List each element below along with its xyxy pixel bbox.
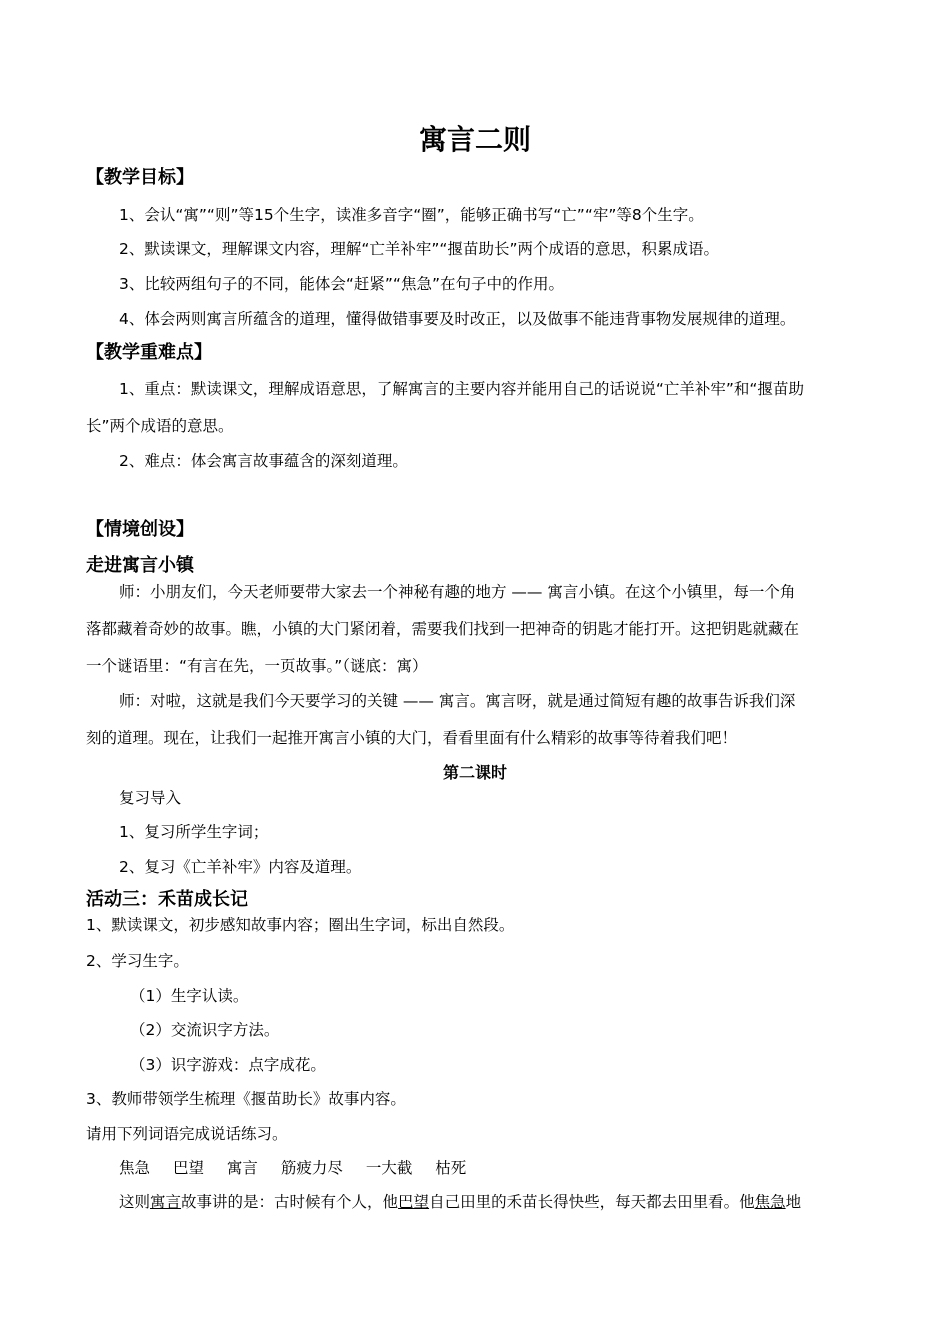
word-item: 一大截 bbox=[365, 1159, 413, 1177]
activity-sub-1: （1）生字认读。 bbox=[130, 987, 249, 1005]
story-underlined-word: 寓言 bbox=[150, 1193, 182, 1211]
activity-sub-3: （3）识字游戏：点字成花。 bbox=[130, 1056, 326, 1074]
goal-item-4: 4、体会两则寓言所蕴含的道理，懂得做错事要及时改正，以及做事不能违背事物发展规律的道理。 bbox=[119, 310, 796, 328]
review-item-2: 2、复习《亡羊补牢》内容及道理。 bbox=[119, 858, 362, 876]
goal-item-1: 1、会认“寓”“则”等15个生字，读准多音字“圈”，能够正确书写“亡”“牢”等8个生字。 bbox=[119, 206, 704, 224]
activity-step-1: 1、默读课文，初步感知故事内容；圈出生字词，标出自然段。 bbox=[86, 916, 515, 934]
scenario-heading: 【情境创设】 bbox=[86, 519, 194, 540]
scenario-subheading: 走进寓言小镇 bbox=[86, 555, 194, 576]
story-text: 这则 bbox=[119, 1193, 151, 1211]
key-points-heading: 【教学重难点】 bbox=[86, 342, 212, 363]
review-item-1: 1、复习所学生字词； bbox=[119, 823, 269, 841]
key-point-1-line1: 1、重点：默读课文，理解成语意思，了解寓言的主要内容并能用自己的话说说“亡羊补牢”和“揠苗助 bbox=[119, 380, 804, 398]
word-item: 焦急 bbox=[119, 1159, 151, 1177]
teaching-goals-heading: 【教学目标】 bbox=[86, 167, 194, 188]
story-line bbox=[119, 1191, 801, 1213]
activity-step-3: 3、教师带领学生梳理《揠苗助长》故事内容。 bbox=[86, 1090, 406, 1108]
word-item: 巴望 bbox=[172, 1159, 204, 1177]
scenario-para2-line1: 师：对啦，这就是我们今天要学习的关键 —— 寓言。寓言呀，就是通过简短有趣的故事告诉我们深 bbox=[119, 692, 796, 710]
activity-heading: 活动三：禾苗成长记 bbox=[86, 889, 248, 910]
activity-step-2: 2、学习生字。 bbox=[86, 952, 189, 970]
key-point-2: 2、难点：体会寓言故事蕴含的深刻道理。 bbox=[119, 452, 408, 470]
word-item: 筋疲力尽 bbox=[280, 1159, 343, 1177]
key-point-1-line2: 长”两个成语的意思。 bbox=[86, 417, 234, 435]
goal-item-2: 2、默读课文，理解课文内容，理解“亡羊补牢”“揠苗助长”两个成语的意思，积累成语。 bbox=[119, 240, 719, 258]
scenario-para1-line1: 师：小朋友们，今天老师要带大家去一个神秘有趣的地方 —— 寓言小镇。在这个小镇里，每一个角 bbox=[119, 583, 796, 601]
word-list bbox=[119, 1157, 484, 1179]
page-title: 寓言二则 bbox=[418, 123, 531, 156]
story-underlined-word: 焦急 bbox=[754, 1193, 786, 1211]
scenario-para1-line3: 一个谜语里：“有言在先，一页故事。”（谜底：寓） bbox=[86, 657, 428, 675]
goal-item-3: 3、比较两组句子的不同，能体会“赶紧”“焦急”在句子中的作用。 bbox=[119, 275, 564, 293]
story-text: 自己田里的禾苗长得快些，每天都去田里看。他 bbox=[429, 1193, 755, 1211]
word-item: 枯死 bbox=[435, 1159, 467, 1177]
story-text: 故事讲的是：古时候有个人，他 bbox=[181, 1193, 399, 1211]
scenario-para2-line2: 刻的道理。现在，让我们一起推开寓言小镇的大门，看看里面有什么精彩的故事等待着我们吧！ bbox=[86, 729, 738, 747]
activity-prompt: 请用下列词语完成说话练习。 bbox=[86, 1125, 288, 1143]
lesson-heading: 第二课时 bbox=[442, 763, 507, 782]
story-text: 地 bbox=[785, 1193, 802, 1211]
scenario-para1-line2: 落都藏着奇妙的故事。瞧，小镇的大门紧闭着，需要我们找到一把神奇的钥匙才能打开。这把钥匙就藏在 bbox=[86, 620, 800, 638]
word-item: 寓言 bbox=[226, 1159, 258, 1177]
activity-sub-2: （2）交流识字方法。 bbox=[130, 1021, 280, 1039]
story-underlined-word: 巴望 bbox=[398, 1193, 430, 1211]
review-title: 复习导入 bbox=[119, 789, 182, 807]
